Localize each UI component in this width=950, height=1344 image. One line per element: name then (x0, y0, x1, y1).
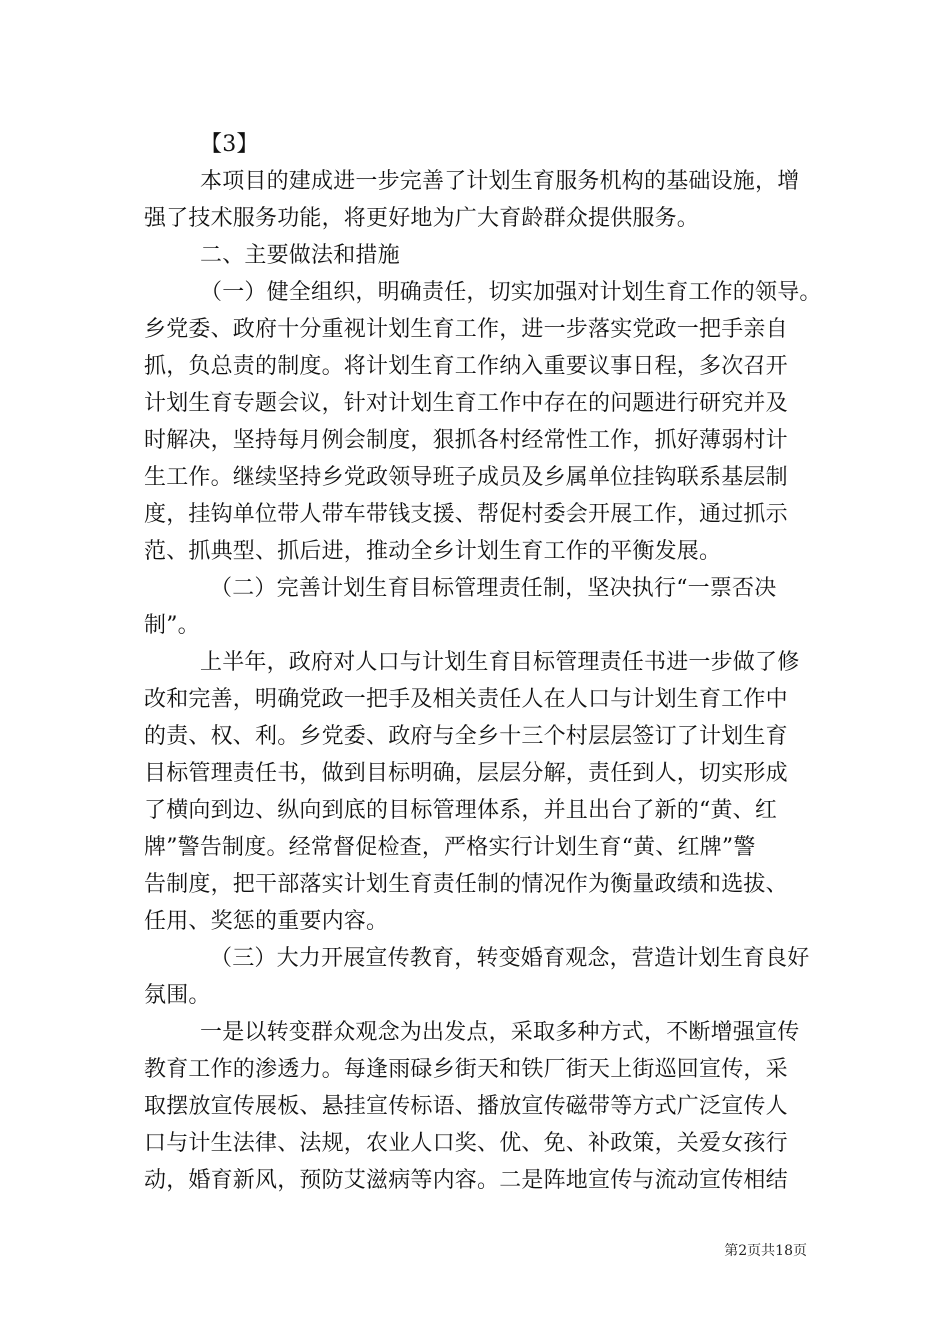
text-line: 制”。 (144, 613, 200, 638)
text-line: 生工作。继续坚持乡党政领导班子成员及乡属单位挂钩联系基层制 (144, 465, 788, 490)
text-line: 了横向到边、纵向到底的目标管理体系，并且出台了新的“黄、红 (144, 798, 778, 823)
text-line: 度，挂钩单位带人带车带钱支援、帮促村委会开展工作，通过抓示 (144, 502, 788, 527)
document-body (144, 126, 822, 1199)
text-line: 牌”警告制度。经常督促检查，严格实行计划生育“黄、红牌”警 (144, 835, 756, 860)
text-line: 乡党委、政府十分重视计划生育工作，进一步落实党政一把手亲自 (144, 317, 788, 342)
text-line: 取摆放宣传展板、悬挂宣传标语、播放宣传磁带等方式广泛宣传人 (144, 1094, 788, 1119)
text-line: 抓，负总责的制度。将计划生育工作纳入重要议事日程，多次召开 (144, 354, 788, 379)
text-line: 一是以转变群众观念为出发点，采取多种方式，不断增强宣传 (200, 1020, 800, 1045)
text-line: 范、抓典型、抓后进，推动全乡计划生育工作的平衡发展。 (144, 539, 722, 564)
text-line: 改和完善，明确党政一把手及相关责任人在人口与计划生育工作中 (144, 687, 788, 712)
text-line: 计划生育专题会议，针对计划生育工作中存在的问题进行研究并及 (144, 391, 788, 416)
text-line: 教育工作的渗透力。每逢雨碌乡街天和铁厂街天上街巡回宣传，采 (144, 1057, 788, 1082)
text-line: 氛围。 (144, 983, 211, 1008)
text-line: 的责、权、利。乡党委、政府与全乡十三个村层层签订了计划生育 (144, 724, 788, 749)
subsection-heading: （一）健全组织，明确责任，切实加强对计划生育工作的领导。 (200, 280, 822, 305)
page-number-footer: 第2页共18页 (724, 1243, 807, 1259)
text-line: 口与计生法律、法规，农业人口奖、优、免、补政策，关爱女孩行 (144, 1131, 788, 1156)
text-line: 告制度，把干部落实计划生育责任制的情况作为衡量政绩和选拔、 (144, 872, 788, 897)
subsection-heading: （三）大力开展宣传教育，转变婚育观念，营造计划生育良好 (210, 946, 810, 971)
subsection-heading: （二）完善计划生育目标管理责任制，坚决执行“一票否决 (210, 576, 777, 601)
section-heading: 二、主要做法和措施 (200, 243, 400, 268)
text-line: 动，婚育新风，预防艾滋病等内容。二是阵地宣传与流动宣传相结 (144, 1168, 788, 1193)
text-line: 时解决，坚持每月例会制度，狠抓各村经常性工作，抓好薄弱村计 (144, 428, 788, 453)
text-line: 强了技术服务功能，将更好地为广大育龄群众提供服务。 (144, 206, 700, 231)
text-line: 【3】 (200, 132, 259, 157)
text-line: 目标管理责任书，做到目标明确，层层分解，责任到人，切实形成 (144, 761, 788, 786)
text-line: 本项目的建成进一步完善了计划生育服务机构的基础设施，增 (200, 169, 800, 194)
text-line: 任用、奖惩的重要内容。 (144, 909, 389, 934)
text-line: 上半年，政府对人口与计划生育目标管理责任书进一步做了修 (200, 650, 800, 675)
